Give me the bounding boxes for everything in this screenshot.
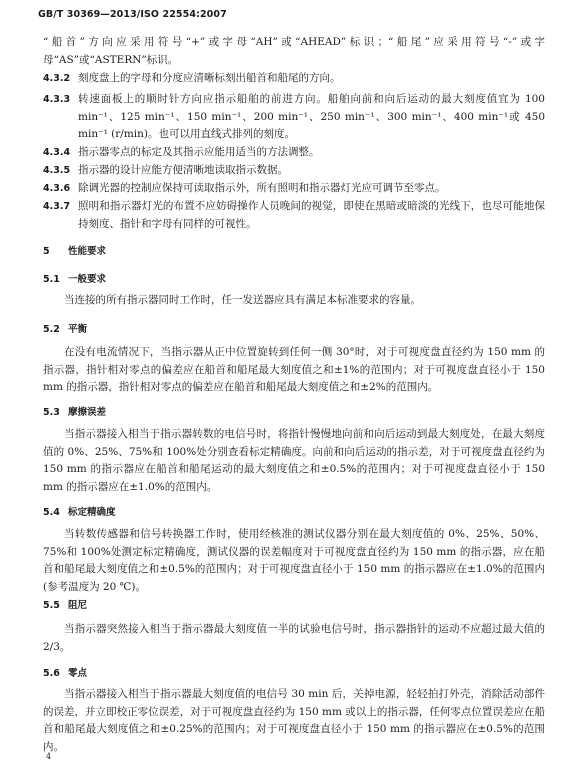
clause-number: 4.3.6 (43, 183, 71, 194)
subsection-title: 标定精确度 (68, 507, 116, 518)
clause-text: 指示器的设计应能方便清晰地读取指示数据。 (78, 164, 288, 176)
subsection-title: 零点 (68, 668, 88, 679)
subsection-number: 5.1 (43, 274, 60, 285)
clause-number: 4.3.4 (43, 147, 71, 158)
subsection-number: 5.2 (43, 324, 60, 335)
intro-paragraph: “船首”方向应采用符号“+”或字母“AH”或“AHEAD”标识；“船尾”应采用符号“-”或字母“AS”或“ASTERN”标识。 (43, 36, 545, 66)
subsection-title: 阻尼 (68, 600, 88, 611)
subsection-number: 5.3 (43, 407, 60, 418)
subsection-text: 当指示器接入相当于指示器转数的电信号时，将指针慢慢地向前和向后运动到最大刻度处，在最大刻度值的 0%、25%、75%和 100%处分别查看标定精确度。向前和向后运动的指示差，对于可视度盘直径约为 150 mm 的指示器应在船首和船尾运动的最大刻度值之和±0.5%的范围内；对于可视度盘直径小于 150 mm 的指示器应在±1.0%的范围内。 (43, 428, 545, 493)
subsection-text: 在没有电流情况下，当指示器从正中位置旋转到任何一侧 30°时，对于可视度盘直径约为 150 mm 的指示器，指针相对零点的偏差应在船首和船尾最大刻度值之和±1%的范围内；对于可视度盘直径小于 150 mm 的指示器，指针相对零点的偏差应在船首和船尾最大刻度值之和±2%的范围内。 (43, 346, 545, 393)
subsection-title: 摩擦误差 (68, 407, 107, 418)
subsection-text: 当转数传感器和信号转换器工作时，使用经核准的测试仪器分别在最大刻度值的 0%、25%、50%、75%和 100%处测定标定精确度，测试仪器的误差幅度对于可视度盘直径约为 150 mm 的指示器，应在船首和船尾最大刻度值之和±0.5%的范围内；对于可视度盘直径小于 150 mm 的指示器应在±1.0%的范围内(参考温度为 20 ℃)。 (43, 528, 545, 593)
clause-text: 刻度盘上的字母和分度应清晰标刻出船首和船尾的方向。 (78, 72, 341, 84)
clause-text: 照明和指示器灯光的布置不应妨碍操作人员晚间的视觉，即使在黑暗或暗淡的光线下，也尽可能地保持刻度、指针和字母有同样的可视性。 (78, 200, 545, 230)
subsection-title: 一般要求 (68, 274, 107, 285)
page-number: 4 (46, 752, 52, 761)
subsection-text: 当指示器突然接入相当于指示器最大刻度值一半的试验电信号时，指示器指针的运动不应超过最大值的 2/3。 (43, 623, 545, 653)
clause-number: 4.3.2 (43, 73, 71, 84)
section-number: 5 (43, 246, 50, 257)
clause-number: 4.3.7 (43, 201, 71, 212)
subsection-number: 5.5 (43, 600, 60, 611)
clause-number: 4.3.3 (43, 94, 71, 105)
clause-text: 除调光器的控制应保持可读取指示外，所有照明和指示器灯光应可调节至零点。 (78, 182, 446, 194)
clause-text: 转速面板上的顺时针方向应指示船舶的前进方向。船舶向前和向后运动的最大刻度值宜为 100 min⁻¹、125 min⁻¹、150 min⁻¹、200 min⁻¹、250 min⁻¹、300 min⁻¹、400 min⁻¹或 450 min⁻¹ (r/min)。也可以用直线式排列的刻度。 (78, 93, 545, 140)
standard-code-header: GB/T 30369—2013/ISO 22554:2007 (38, 9, 227, 20)
subsection-number: 5.6 (43, 668, 60, 679)
clause-number: 4.3.5 (43, 165, 71, 176)
clause-text: 指示器零点的标定及其指示应能用适当的方法调整。 (78, 146, 320, 158)
subsection-number: 5.4 (43, 507, 60, 518)
section-title: 性能要求 (68, 246, 107, 257)
subsection-text: 当指示器接入相当于指示器最大刻度值的电信号 30 min 后，关掉电源，轻轻拍打外壳，消除活动部件的误差，并立即校正零位误差，对于可视度盘直径约为 150 mm 或以上的指示器，任何零点位置误差应在船首和船尾最大刻度值之和±0.25%的范围内；对于可视度盘直径小于 150 mm 的指示器应在±0.5%的范围内。 (43, 688, 545, 753)
subsection-title: 平衡 (68, 324, 88, 335)
subsection-text: 当连接的所有指示器同时工作时，任一发送器应具有满足本标准要求的容量。 (64, 294, 421, 306)
